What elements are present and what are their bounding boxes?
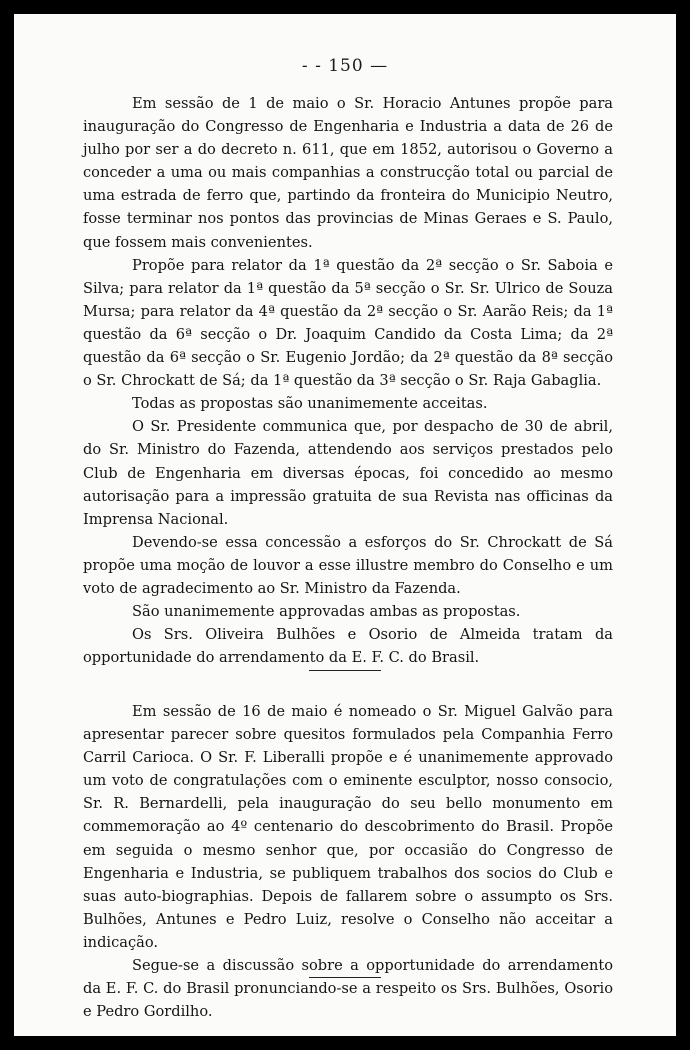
section-2-text — [83, 700, 613, 1023]
paragraph: Em sessão de 16 de maio é nomeado o Sr. Miguel Galvão para apresentar parecer sobre quesitos formulados pela Companhia Ferro Carril Carioca. O Sr. F. Liberalli propõe e é unanimemente approvado um voto de congratulações com o eminente esculptor, nosso consocio, Sr. R. Bernardelli, pela inauguração do seu bello monumento em commemoração ao 4º centenario do descobrimento do Brasil. Propõe em seguida o mesmo senhor que, por occasião do Congresso de Engenharia e Industria, se publiquem trabalhos dos socios do Club e suas auto-biographias. Depois de fallarem sobre o assumpto os Srs. Bulhões, Antunes e Pedro Luiz, resolve o Conselho não acceitar a indicação. — [83, 703, 613, 951]
document-page — [14, 14, 676, 1036]
paragraph: O Sr. Presidente communica que, por despacho de 30 de abril, do Sr. Ministro do Fazenda, attendendo aos serviços prestados pelo Club de Engenharia em diversas épocas, foi concedido ao mesmo autorisação para a impressão gratuita de sua Revista nas officinas da Imprensa Nacional. — [83, 418, 613, 528]
end-divider — [309, 977, 381, 978]
paragraph: Devendo-se essa concessão a esforços do Sr. Chrockatt de Sá propõe uma moção de louvor a esse illustre membro do Conselho e um voto de agradecimento ao Sr. Ministro da Fazenda. — [83, 533, 613, 597]
page-number: - - 150 — — [301, 56, 389, 76]
paragraph: Em sessão de 1 de maio o Sr. Horacio Antunes propõe para inauguração do Congresso de Engenharia e Industria a data de 26 de julho por ser a do decreto n. 611, que em 1852, autorisou o Governo a conceder a uma ou mais companhias a construcção total ou parcial de uma estrada de ferro que, partindo da fronteira do Municipio Neutro, fosse terminar nos pontos das provincias de Minas Geraes e S. Paulo, que fossem mais convenientes. — [83, 95, 613, 251]
paragraph: Propõe para relator da 1ª questão da 2ª secção o Sr. Saboia e Silva; para relator da 1ª questão da 5ª secção o Sr. Sr. Ulrico de Souza Mursa; para relator da 4ª questão da 2ª secção o Sr. Aarão Reis; da 1ª questão da 6ª secção o Dr. Joaquim Candido da Costa Lima; da 2ª questão da 6ª secção o Sr. Eugenio Jordão; da 2ª questão da 8ª secção o Sr. Chrockatt de Sá; da 1ª questão da 3ª secção o Sr. Raja Gabaglia. — [83, 256, 613, 390]
paragraph: São unanimemente approvadas ambas as propostas. — [132, 603, 521, 621]
section-divider — [309, 670, 381, 671]
paragraph: Os Srs. Oliveira Bulhões e Osorio de Almeida tratam da opportunidade do arrendamento da E. F. C. do Brasil. — [83, 626, 613, 667]
paragraph: Todas as propostas são unanimemente acceitas. — [132, 395, 488, 413]
section-1-text — [83, 92, 613, 669]
paragraph: Segue-se a discussão sobre a opportunidade do arrendamento da E. F. C. do Brasil pronunciando-se a respeito os Srs. Bulhões, Osorio e Pedro Gordilho. — [83, 957, 613, 1021]
